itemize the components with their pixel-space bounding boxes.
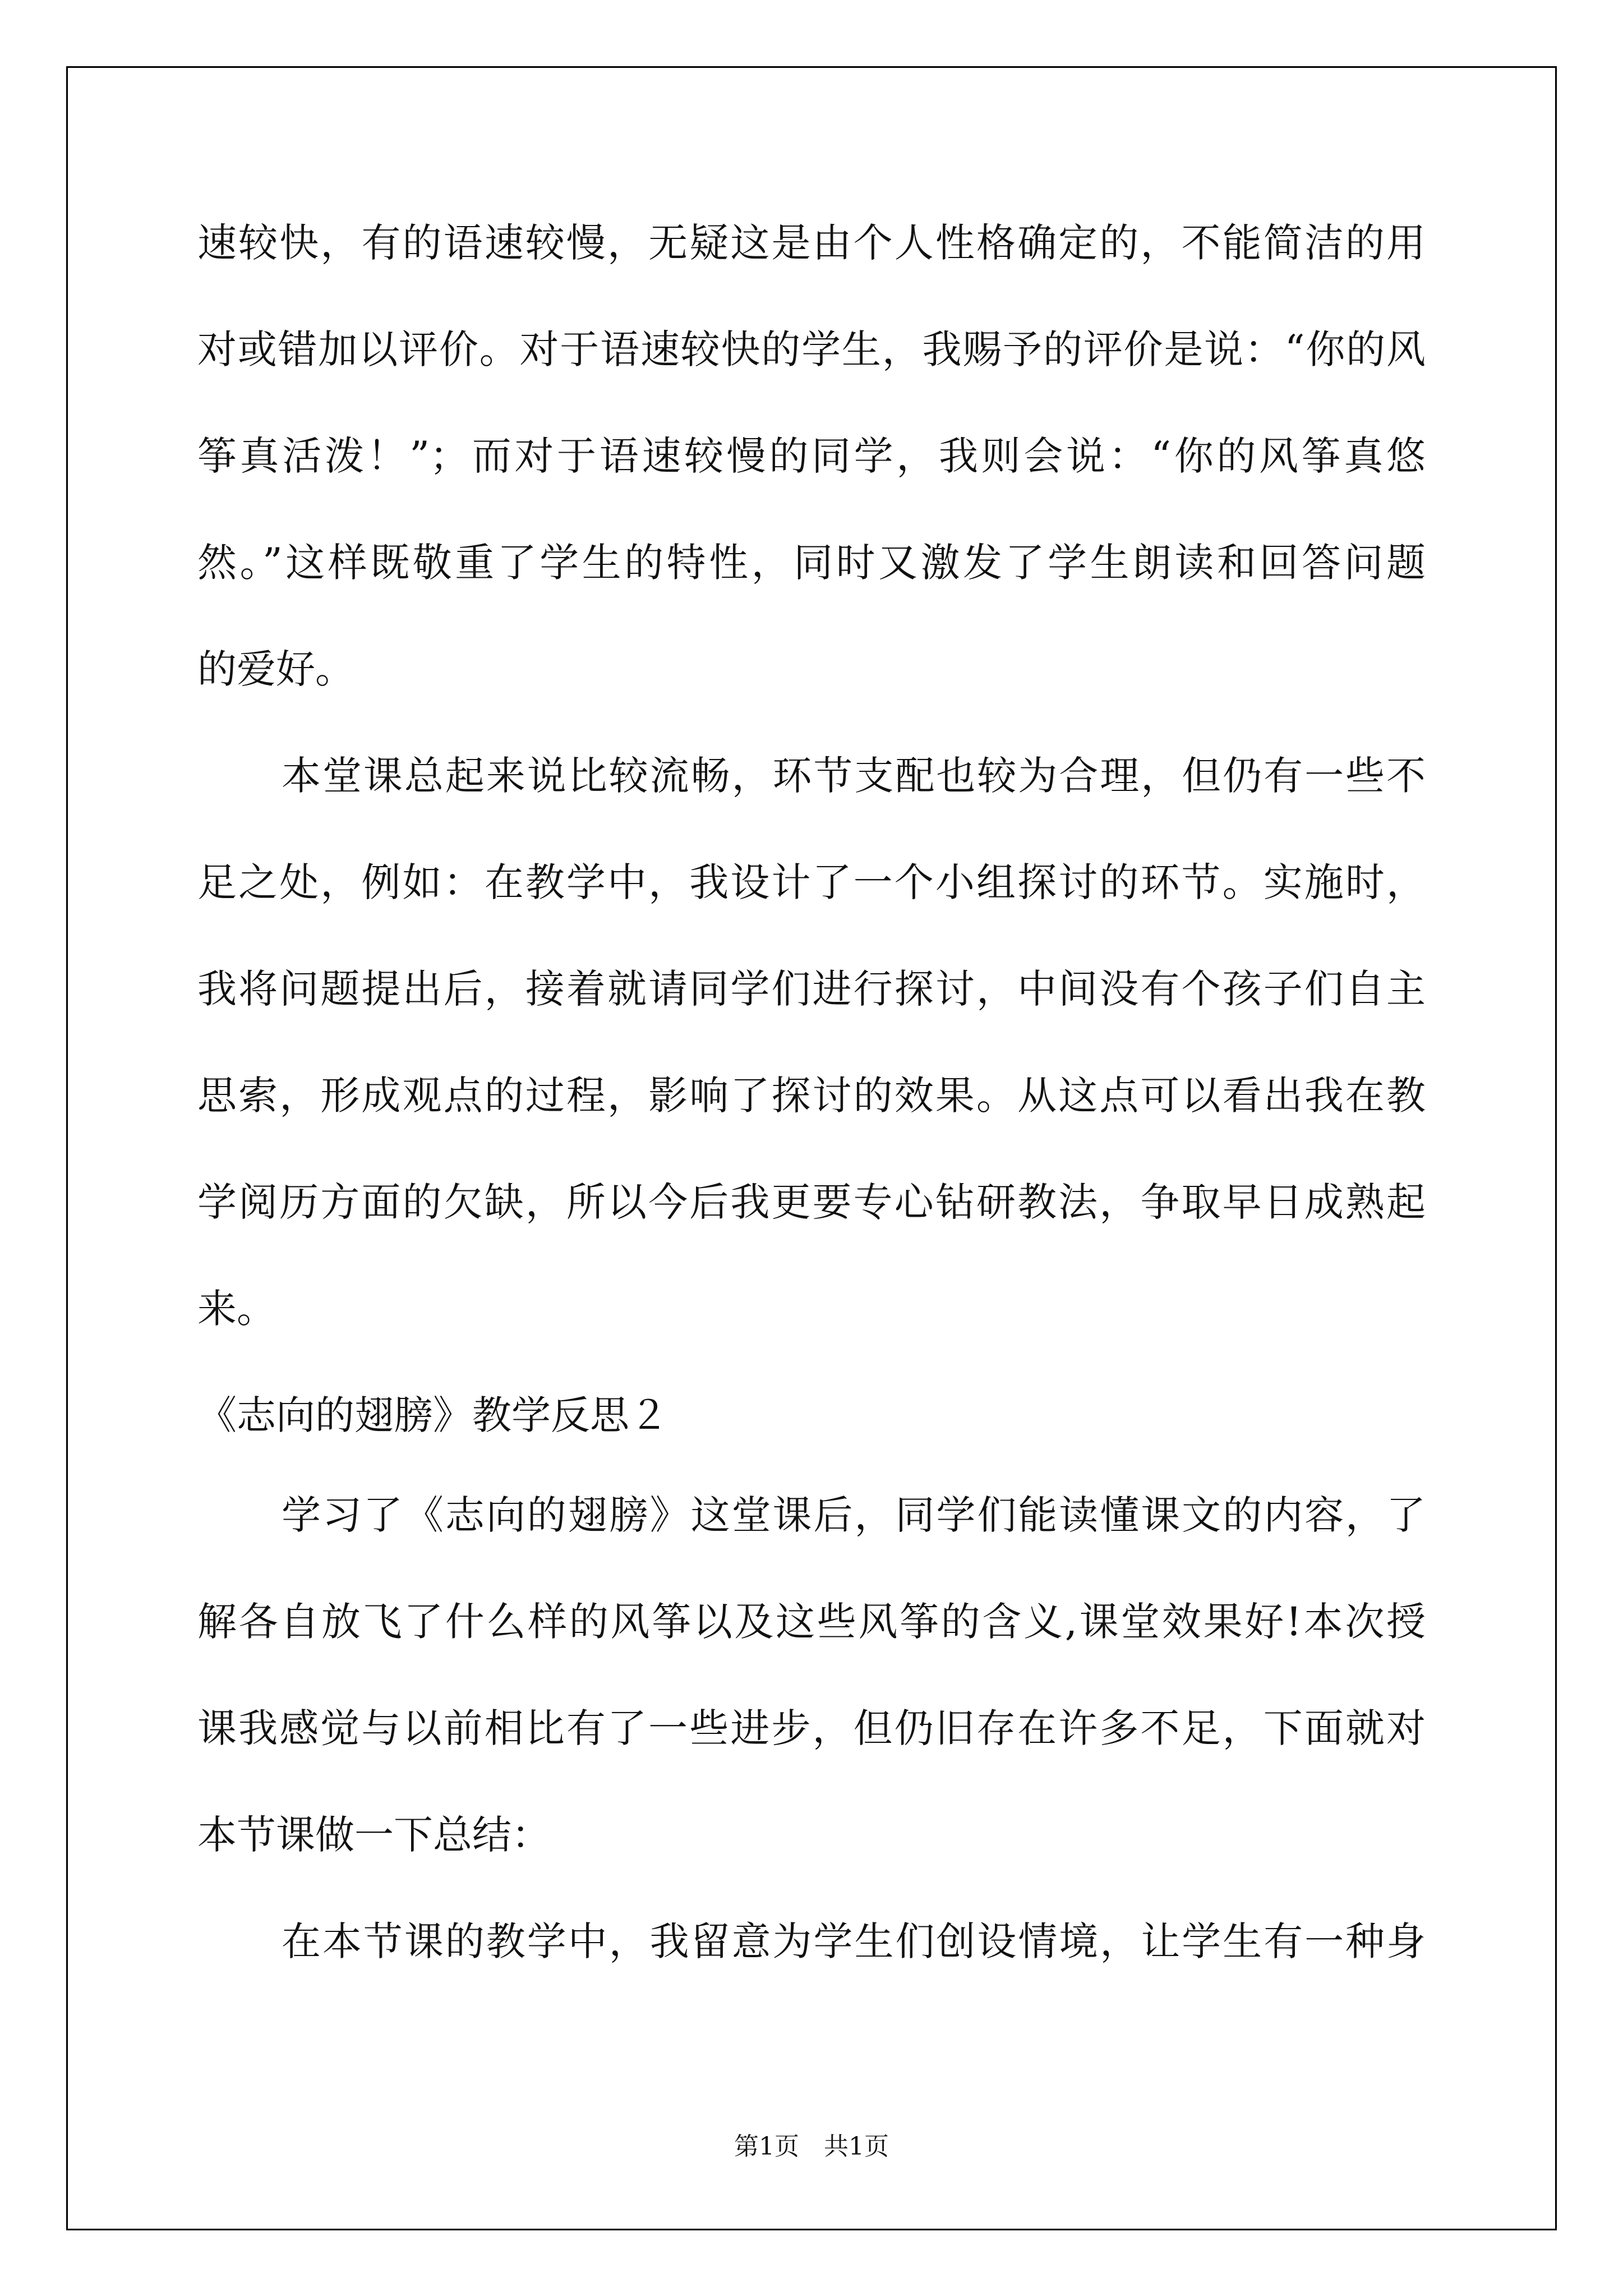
document-body (197, 212, 1426, 2017)
paragraph-line: 足之处，例如：在教学中，我设计了一个小组探讨的环节。实施时， (197, 859, 1426, 905)
paragraph-line: 思索，形成观点的过程，影响了探讨的效果。从这点可以看出我在教 (197, 1073, 1426, 1119)
paragraph-line: 然。”这样既敬重了学生的特性，同时又激发了学生朗读和回答问题 (197, 540, 1426, 586)
paragraph-line: 学习了《志向的翅膀》这堂课后，同学们能读懂课文的内容，了 (282, 1492, 1426, 1538)
paragraph-line: 学阅历方面的欠缺，所以今后我更要专心钻研教法，争取早日成熟起 (197, 1179, 1426, 1225)
paragraph-line: 解各自放飞了什么样的风筝以及这些风筝的含义,课堂效果好!本次授 (197, 1599, 1426, 1645)
paragraph-line: 本堂课总起来说比较流畅，环节支配也较为合理，但仍有一些不 (282, 753, 1426, 799)
paragraph-line: 课我感觉与以前相比有了一些进步，但仍旧存在许多不足，下面就对 (197, 1705, 1426, 1751)
paragraph-line: 对或错加以评价。对于语速较快的学生，我赐予的评价是说：“你的风 (197, 326, 1426, 372)
paragraph-line: 速较快，有的语速较慢，无疑这是由个人性格确定的，不能简洁的用 (197, 220, 1426, 266)
paragraph-line: 筝真活泼！”；而对于语速较慢的同学，我则会说：“你的风筝真悠 (197, 433, 1426, 479)
paragraph-line: 来。 (197, 1286, 276, 1332)
paragraph-line: 本节课做一下总结： (197, 1812, 551, 1858)
paragraph-line: 我将问题提出后，接着就请同学们进行探讨，中间没有个孩子们自主 (197, 966, 1426, 1012)
paragraph-line: 的爱好。 (197, 646, 354, 692)
page-footer: 第1页 共1页 (734, 2132, 889, 2161)
section-heading: 《志向的翅膀》教学反思２ (197, 1392, 668, 1438)
paragraph-line: 在本节课的教学中，我留意为学生们创设情境，让学生有一种身 (282, 1918, 1426, 1964)
